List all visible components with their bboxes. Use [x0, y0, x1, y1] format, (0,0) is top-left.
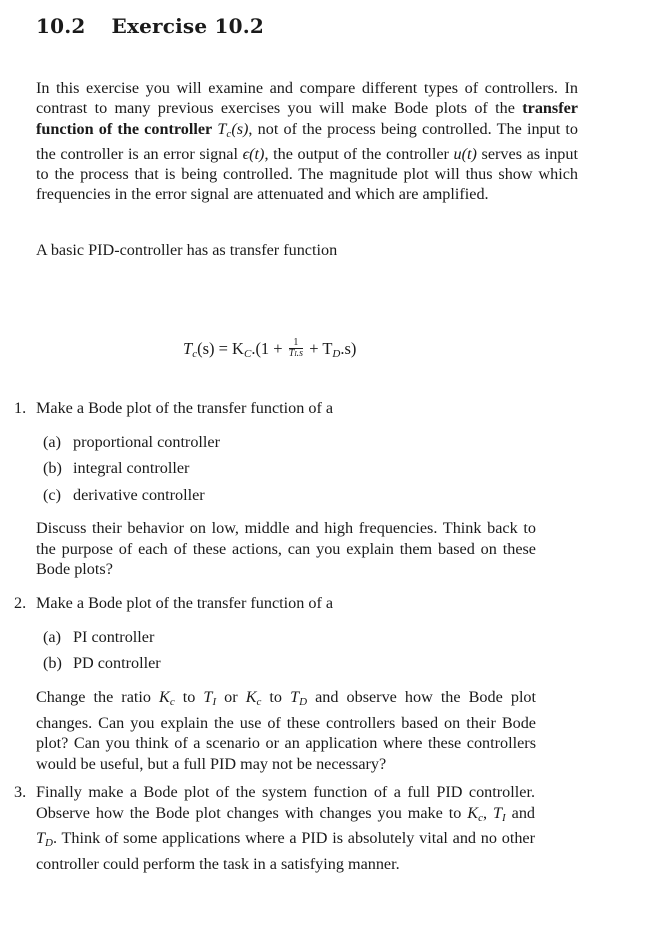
exercise-1-number: 1.: [14, 399, 27, 417]
intro-text-3: , the output of the controller: [264, 144, 454, 163]
pid-transfer-function: $T_c(s) = K_C.(1$ + $\frac{1}{TI.s}$ + $T_D.s$): [183, 336, 357, 360]
exercise-2a: (a) PI controller: [43, 628, 155, 646]
exercise-1: [14, 398, 580, 418]
u-symbol: u(t): [453, 144, 477, 163]
intro-text-2: , not of the process being controlled. The input to the controller is an error signal: [36, 119, 579, 163]
exercise-2-text: Make a Bode plot of the transfer function of a: [36, 594, 334, 612]
pid-intro: A basic PID-controller has as transfer function: [36, 241, 338, 259]
integral-fraction: $\frac{1}{TI.s}$: [288, 336, 304, 359]
exercise-2b: (b) PD controller: [43, 654, 161, 672]
exercise-3-number: 3.: [14, 783, 27, 801]
exercise-1-text: Make a Bode plot of the transfer function of a: [36, 399, 334, 417]
section-heading: [36, 14, 264, 38]
exercise-2-number: 2.: [14, 594, 27, 612]
exercise-1c: (c) derivative controller: [43, 486, 205, 504]
exercise-2-discussion: Change the ratio $K_c$ to $T_I$ or $K_c$ to $T_D$ and observe how the Bode plot changes. Can you explain the use of these controllers based on their Bode plot? Can you think of a scenario or an application where these controllers would be useful, but a full PID may not be necessary?: [36, 688, 537, 773]
intro-text-1: In this exercise you will examine and compare different types of controllers. In contrast to many previous exercises you will make Bode plots of the: [36, 79, 578, 118]
exercise-3-text: Finally make a Bode plot of the system function of a full PID controller. Observe how the Bode plot changes with changes you make to $K_c$, $T_I$ and $T_D$. Think of some applications where a PID is absolutely vital and no other controller could perform the task in a satisfying manner.: [36, 783, 536, 873]
intro-paragraph: [36, 78, 578, 205]
exercise-1a: (a) proportional controller: [43, 433, 220, 451]
exercise-2: [14, 593, 580, 613]
section-number: 10.2: [36, 14, 86, 38]
section-title: Exercise 10.2: [111, 14, 264, 38]
intro-text-4: serves as input to the process that is being controlled. The magnitude plot will thus show which frequencies in the error signal are attenuated and which are amplified.: [36, 144, 578, 204]
intro-bold-text: transfer function of the controller: [36, 99, 578, 138]
exercise-3: [14, 782, 580, 874]
epsilon-symbol: ϵ(t): [242, 144, 265, 163]
tc-symbol: $T_c(s)$: [217, 119, 249, 140]
exercise-1-discussion: Discuss their behavior on low, middle and high frequencies. Think back to the purpose of each of these actions, can you explain them based on these Bode plots?: [36, 519, 536, 578]
exercise-1b: (b) integral controller: [43, 459, 190, 477]
